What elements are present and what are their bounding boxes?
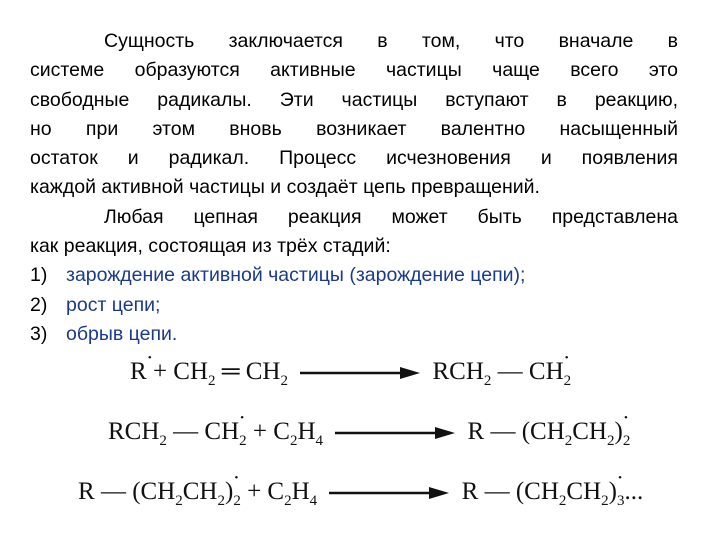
eq2-bond: — — [173, 418, 199, 445]
equation-3 — [78, 478, 643, 510]
p2-line-1: Любая цепная реакция может быть представлена — [104, 205, 678, 228]
eq1-sub: 2 — [483, 373, 492, 389]
eq3-bond: — — [484, 478, 510, 505]
eq3-ellipsis: ... — [624, 478, 644, 505]
eq1-ch2-b: CH — [245, 358, 281, 385]
eq3-sub: 2 — [284, 493, 292, 509]
eq3-ch: CH — [566, 478, 602, 505]
eq1-bond: — — [497, 358, 523, 385]
eq2-bond: — — [490, 418, 516, 445]
stage-num: 3) — [30, 322, 48, 345]
eq3-ch: CH — [182, 478, 218, 505]
reaction-arrow-icon — [329, 486, 449, 500]
eq2-sub: 4 — [315, 433, 323, 449]
stage-item-3 — [30, 320, 678, 349]
eq2-c: C — [273, 418, 290, 445]
eq1-sub: 2 — [280, 373, 288, 389]
stage-text: обрыв цепи. — [66, 322, 178, 345]
stage-num: 1) — [30, 264, 48, 287]
p1-line-1: Сущность заключается в том, что вначале в — [104, 30, 678, 52]
reaction-equations — [78, 350, 690, 530]
eq1-radical-r: R • — [130, 358, 147, 385]
equation-1 — [130, 358, 571, 390]
eq2-ch-radical: CH • — [204, 418, 239, 445]
eq2-sub: 2 — [606, 433, 615, 449]
p1-line-4: но при этом вновь возникает валентно насыщенный — [30, 117, 678, 140]
eq1-ch2-radical: CH • — [529, 358, 564, 385]
eq3-sub: 2 — [233, 493, 241, 509]
eq3-paren-radical: ) • — [225, 478, 233, 505]
eq3-plus: + — [247, 478, 262, 505]
stage-num: 2) — [30, 293, 48, 316]
eq3-sub: 3 — [616, 493, 625, 509]
eq2-sub: 2 — [289, 433, 298, 449]
p1-line-6: каждой активной частицы и создаёт цепь превращений. — [30, 176, 540, 199]
eq2-sub: 2 — [239, 433, 247, 449]
eq2-ch: (CH — [521, 418, 565, 445]
eq1-plus: + — [152, 358, 168, 385]
eq2-h: H — [297, 418, 316, 445]
p1-line-2: системе образуются активные частицы чаще всего это — [30, 59, 678, 82]
p1-line-5: остаток и радикал. Процесс исчезновения и появления — [30, 147, 678, 170]
stage-text: рост цепи; — [66, 293, 161, 316]
eq3-r: R — [461, 478, 479, 505]
eq3-c: C — [267, 478, 285, 505]
eq2-sub: 2 — [564, 433, 573, 449]
p2-line-2: как реакция, состоящая из трёх стадий: — [30, 235, 391, 258]
reaction-arrow-icon — [300, 366, 420, 380]
eq2-ch: CH — [572, 418, 607, 445]
eq3-sub: 4 — [309, 493, 318, 509]
eq3-sub: 2 — [175, 493, 183, 509]
eq3-bond: — — [100, 478, 126, 505]
eq3-sub: 2 — [601, 493, 609, 509]
eq2-sub: 2 — [622, 433, 631, 449]
eq2-plus: + — [252, 418, 267, 445]
stage-text: зарождение активной частицы (зарождение цепи); — [66, 264, 526, 287]
eq3-r: R — [78, 478, 95, 505]
eq2-r: R — [467, 418, 485, 445]
equation-2 — [108, 418, 630, 450]
eq3-sub: 2 — [217, 493, 225, 509]
text-block — [30, 27, 678, 349]
eq1-rch2: RCH — [432, 358, 484, 385]
eq3-sub: 2 — [558, 493, 567, 509]
eq1-sub: 2 — [563, 373, 572, 389]
eq3-ch: (CH — [132, 478, 176, 505]
eq2-paren-radical: ) • — [614, 418, 622, 445]
eq2-rch: RCH — [108, 418, 160, 445]
p1-line-3: свободные радикалы. Эти частицы вступают в реакцию, — [30, 88, 678, 111]
eq1-double-bond: ═ — [221, 358, 240, 385]
eq2-sub: 2 — [159, 433, 167, 449]
stage-item-2 — [30, 291, 678, 320]
eq1-sub: 2 — [208, 373, 216, 389]
eq3-ch: (CH — [515, 478, 559, 505]
eq3-h: H — [291, 478, 310, 505]
reaction-arrow-icon — [335, 426, 455, 440]
eq3-paren-radical: ) • — [609, 478, 617, 505]
stage-item-1 — [30, 261, 678, 290]
eq1-ch2-a: CH — [173, 358, 209, 385]
